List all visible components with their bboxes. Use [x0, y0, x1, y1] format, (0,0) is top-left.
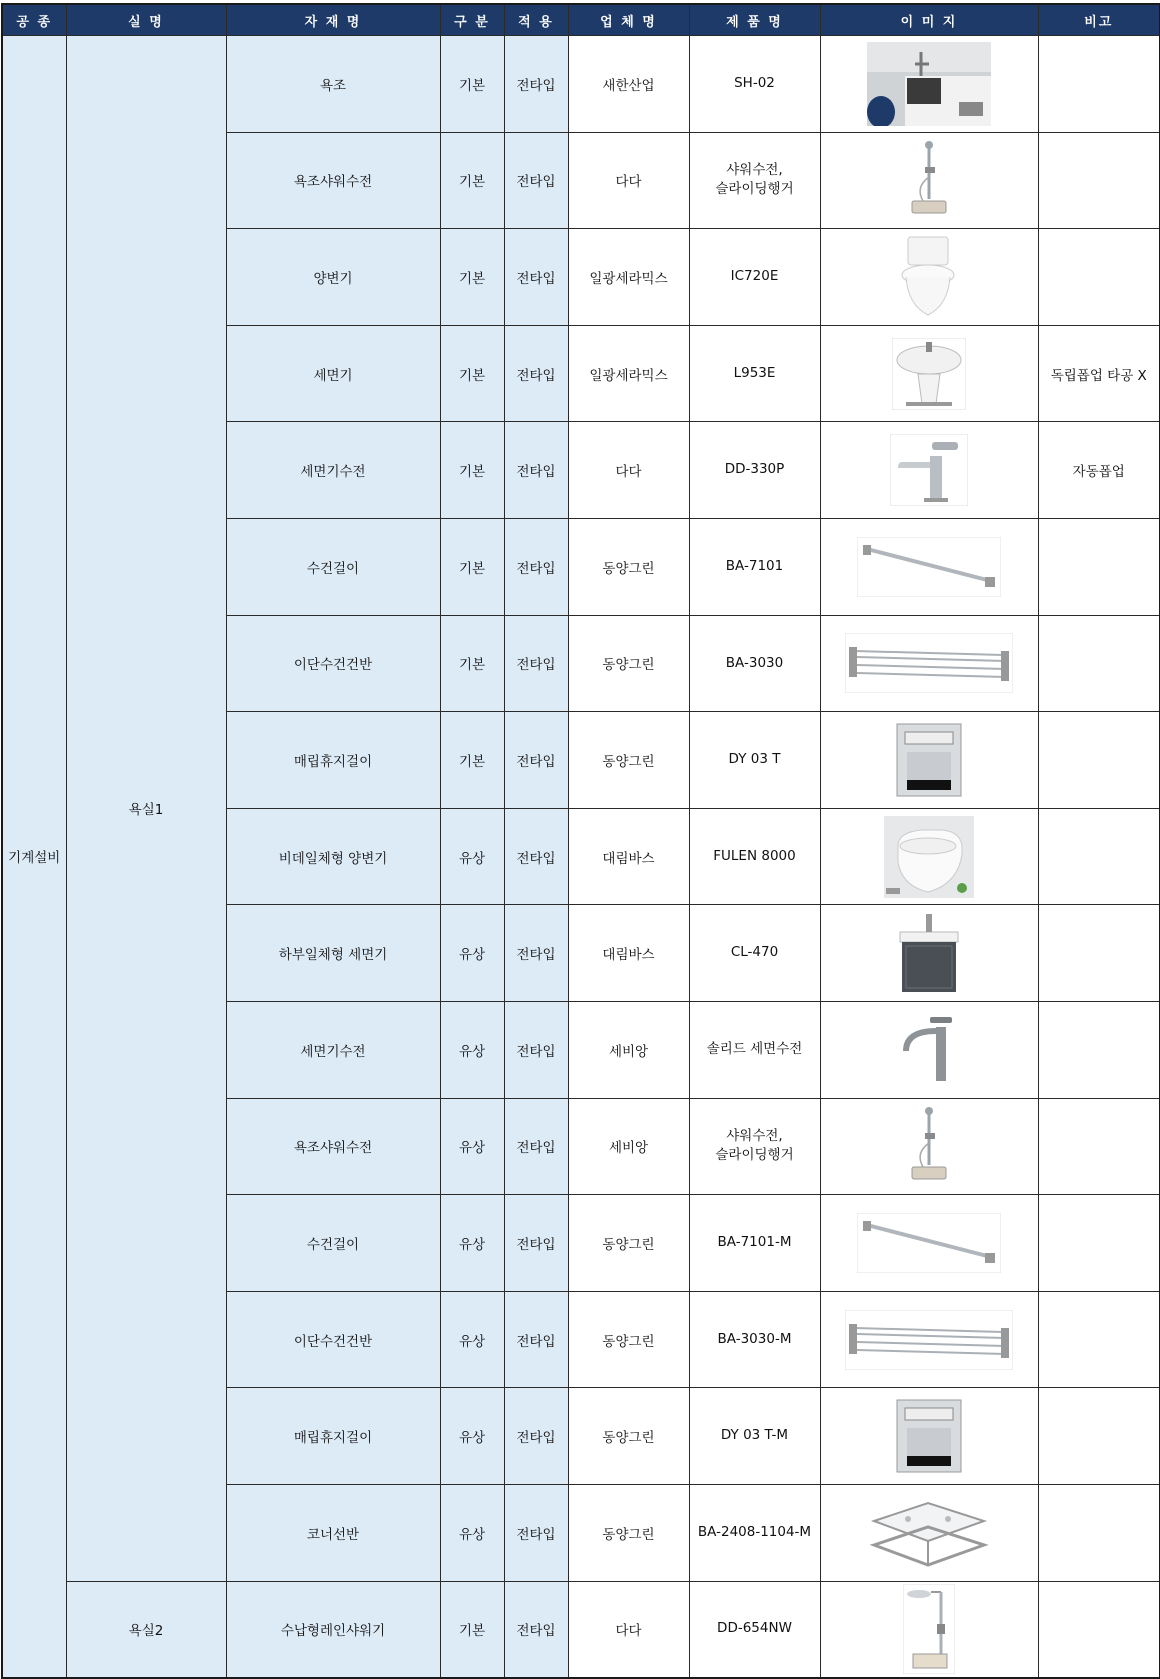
note-cell [1038, 712, 1160, 809]
category-cell: 기본 [440, 229, 504, 326]
room-name-cell: 욕실2 [66, 1581, 226, 1678]
image-cell [820, 422, 1038, 519]
apply-cell: 전타입 [504, 518, 568, 615]
vanity-basin-icon [821, 907, 1038, 999]
apply-cell: 전타입 [504, 422, 568, 519]
bidet-toilet-icon [821, 811, 1038, 903]
apply-cell: 전타입 [504, 712, 568, 809]
shower-faucet-icon [821, 1100, 1038, 1192]
vendor-cell: 동양그린 [568, 1291, 689, 1388]
apply-cell: 전타입 [504, 808, 568, 905]
material-cell: 양변기 [226, 229, 440, 326]
vendor-cell: 다다 [568, 132, 689, 229]
category-cell: 유상 [440, 1484, 504, 1581]
apply-cell: 전타입 [504, 1195, 568, 1292]
category-cell: 기본 [440, 615, 504, 712]
category-cell: 유상 [440, 1195, 504, 1292]
vendor-cell: 다다 [568, 1581, 689, 1678]
vendor-cell: 동양그린 [568, 1195, 689, 1292]
category-cell: 유상 [440, 905, 504, 1002]
image-cell [820, 615, 1038, 712]
image-cell [820, 132, 1038, 229]
table-row [2, 1581, 1160, 1678]
apply-cell: 전타입 [504, 132, 568, 229]
apply-cell: 전타입 [504, 1388, 568, 1485]
apply-cell: 전타입 [504, 615, 568, 712]
recessed-paper-holder-icon [821, 714, 1038, 806]
category-cell: 기본 [440, 325, 504, 422]
image-cell [820, 518, 1038, 615]
vendor-cell: 대림바스 [568, 905, 689, 1002]
apply-cell: 전타입 [504, 36, 568, 133]
apply-cell: 전타입 [504, 905, 568, 1002]
image-cell [820, 325, 1038, 422]
vendor-cell: 동양그린 [568, 1388, 689, 1485]
note-cell [1038, 132, 1160, 229]
note-cell [1038, 905, 1160, 1002]
category-cell: 기본 [440, 422, 504, 519]
note-cell [1038, 615, 1160, 712]
note-cell [1038, 1291, 1160, 1388]
note-cell [1038, 808, 1160, 905]
product-cell: DD-330P [689, 422, 820, 519]
header-room: 실 명 [66, 4, 226, 36]
vendor-cell: 다다 [568, 422, 689, 519]
towel-bar-icon [821, 521, 1038, 613]
category-cell: 유상 [440, 1001, 504, 1098]
note-cell [1038, 1098, 1160, 1195]
rain-shower-icon [821, 1583, 1038, 1675]
image-cell [820, 1098, 1038, 1195]
product-cell: BA-3030-M [689, 1291, 820, 1388]
vendor-cell: 동양그린 [568, 615, 689, 712]
material-cell: 수건걸이 [226, 518, 440, 615]
header-product: 제 품 명 [689, 4, 820, 36]
apply-cell: 전타입 [504, 325, 568, 422]
material-cell: 코너선반 [226, 1484, 440, 1581]
product-cell: FULEN 8000 [689, 808, 820, 905]
note-cell [1038, 1581, 1160, 1678]
image-cell [820, 1581, 1038, 1678]
note-cell [1038, 229, 1160, 326]
material-cell: 수건걸이 [226, 1195, 440, 1292]
product-cell: BA-7101-M [689, 1195, 820, 1292]
vendor-cell: 일광세라믹스 [568, 229, 689, 326]
note-cell: 독립폽업 타공 X [1038, 325, 1160, 422]
vendor-cell: 세비앙 [568, 1001, 689, 1098]
material-cell: 비데일체형 양변기 [226, 808, 440, 905]
category-cell: 기본 [440, 132, 504, 229]
shower-faucet-icon [821, 134, 1038, 226]
image-cell [820, 1001, 1038, 1098]
product-cell: BA-3030 [689, 615, 820, 712]
recessed-paper-holder-icon [821, 1390, 1038, 1482]
image-cell [820, 808, 1038, 905]
apply-cell: 전타입 [504, 229, 568, 326]
towel-shelf-icon [821, 617, 1038, 709]
image-cell [820, 36, 1038, 133]
vendor-cell: 일광세라믹스 [568, 325, 689, 422]
room-name-cell: 욕실1 [66, 36, 226, 1582]
apply-cell: 전타입 [504, 1291, 568, 1388]
towel-bar-icon [821, 1197, 1038, 1289]
product-cell: DY 03 T [689, 712, 820, 809]
apply-cell: 전타입 [504, 1581, 568, 1678]
image-cell [820, 905, 1038, 1002]
material-cell: 욕조 [226, 36, 440, 133]
product-cell: DD-654NW [689, 1581, 820, 1678]
product-cell: BA-7101 [689, 518, 820, 615]
material-cell: 욕조샤워수전 [226, 132, 440, 229]
image-cell [820, 1388, 1038, 1485]
vendor-cell: 세비앙 [568, 1098, 689, 1195]
product-cell: BA-2408-1104-M [689, 1484, 820, 1581]
product-cell: IC720E [689, 229, 820, 326]
header-row [2, 4, 1160, 36]
product-cell: 샤워수전, 슬라이딩행거 [689, 1098, 820, 1195]
product-cell: SH-02 [689, 36, 820, 133]
image-cell [820, 1484, 1038, 1581]
trade-cell: 기계설비 [2, 36, 66, 1678]
vendor-cell: 대림바스 [568, 808, 689, 905]
image-cell [820, 1291, 1038, 1388]
material-cell: 매립휴지걸이 [226, 1388, 440, 1485]
product-cell: DY 03 T-M [689, 1388, 820, 1485]
material-cell: 세면기 [226, 325, 440, 422]
material-cell: 이단수건건반 [226, 615, 440, 712]
category-cell: 유상 [440, 808, 504, 905]
bathtub-photo-icon [821, 38, 1038, 130]
material-cell: 욕조샤워수전 [226, 1098, 440, 1195]
material-cell: 하부일체형 세면기 [226, 905, 440, 1002]
header-vendor: 업 체 명 [568, 4, 689, 36]
vendor-cell: 동양그린 [568, 712, 689, 809]
category-cell: 유상 [440, 1291, 504, 1388]
towel-shelf-icon [821, 1294, 1038, 1386]
header-material: 자 재 명 [226, 4, 440, 36]
basin-faucet-icon [821, 424, 1038, 516]
corner-shelf-icon [821, 1487, 1038, 1579]
note-cell [1038, 518, 1160, 615]
header-image: 이 미 지 [820, 4, 1038, 36]
category-cell: 유상 [440, 1388, 504, 1485]
solid-faucet-icon [821, 1004, 1038, 1096]
category-cell: 기본 [440, 36, 504, 133]
image-cell [820, 1195, 1038, 1292]
category-cell: 기본 [440, 712, 504, 809]
note-cell [1038, 1484, 1160, 1581]
header-apply: 적 용 [504, 4, 568, 36]
note-cell: 자동폽업 [1038, 422, 1160, 519]
product-cell: CL-470 [689, 905, 820, 1002]
category-cell: 기본 [440, 518, 504, 615]
material-cell: 매립휴지걸이 [226, 712, 440, 809]
product-cell: 솔리드 세면수전 [689, 1001, 820, 1098]
apply-cell: 전타입 [504, 1484, 568, 1581]
material-cell: 세면기수전 [226, 1001, 440, 1098]
header-trade: 공 종 [2, 4, 66, 36]
product-cell: 샤워수전, 슬라이딩행거 [689, 132, 820, 229]
vendor-cell: 동양그린 [568, 518, 689, 615]
note-cell [1038, 1195, 1160, 1292]
apply-cell: 전타입 [504, 1001, 568, 1098]
material-cell: 세면기수전 [226, 422, 440, 519]
spec-table [1, 3, 1160, 1679]
table-row [2, 36, 1160, 133]
note-cell [1038, 1388, 1160, 1485]
apply-cell: 전타입 [504, 1098, 568, 1195]
header-category: 구 분 [440, 4, 504, 36]
category-cell: 유상 [440, 1098, 504, 1195]
image-cell [820, 712, 1038, 809]
category-cell: 기본 [440, 1581, 504, 1678]
material-cell: 수납형레인샤워기 [226, 1581, 440, 1678]
note-cell [1038, 1001, 1160, 1098]
product-cell: L953E [689, 325, 820, 422]
note-cell [1038, 36, 1160, 133]
header-note: 비고 [1038, 4, 1160, 36]
toilet-icon [821, 231, 1038, 323]
material-cell: 이단수건건반 [226, 1291, 440, 1388]
vendor-cell: 새한산업 [568, 36, 689, 133]
washbasin-icon [821, 328, 1038, 420]
image-cell [820, 229, 1038, 326]
vendor-cell: 동양그린 [568, 1484, 689, 1581]
